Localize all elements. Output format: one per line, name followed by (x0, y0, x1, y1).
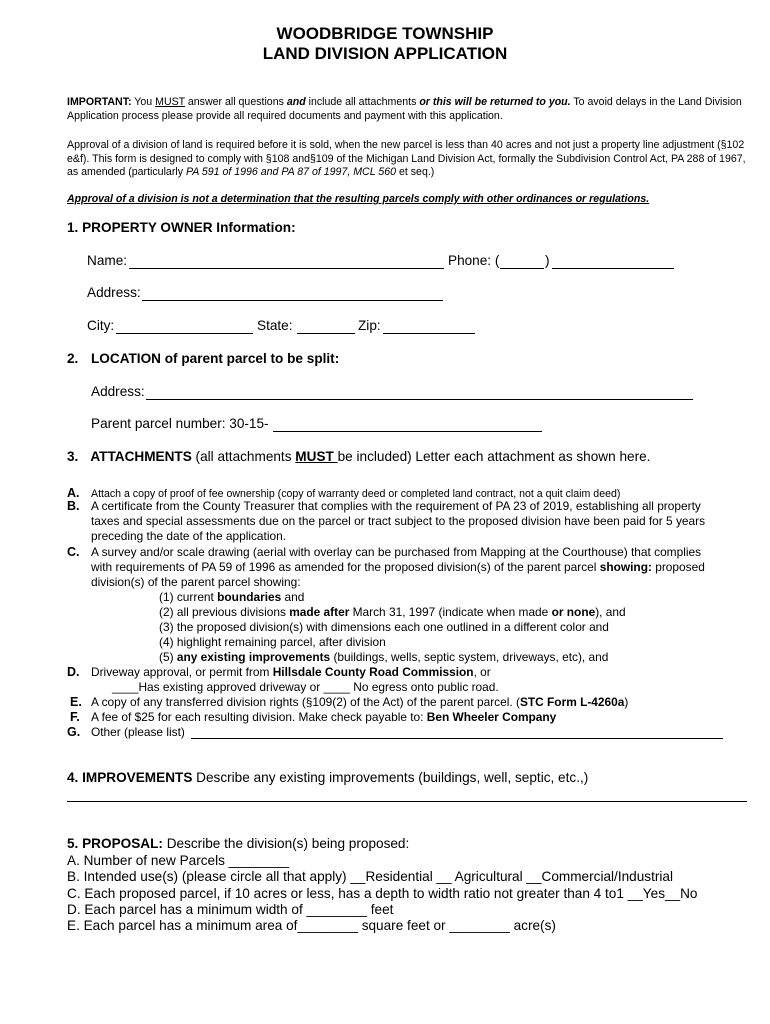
attachment-b-line2: taxes and special assessments due on the parcel or tract subject to the proposed division have been paid for 5 years (91, 514, 706, 528)
attachment-e-text: A copy of any transferred division rights (§109(2) of the Act) of the parent parcel. (STC Form L-4260a) (91, 695, 629, 709)
owner-phone-label: Phone: ( (448, 253, 500, 268)
owner-state-field[interactable] (297, 333, 355, 334)
attachment-c-letter: C. (67, 545, 80, 559)
attachment-b-letter: B. (67, 499, 80, 513)
disclaimer: Approval of a division is not a determination that the resulting parcels comply with other ordinances or regulations. (67, 193, 650, 205)
owner-address-field[interactable] (142, 300, 443, 301)
section4-heading: 4. IMPROVEMENTS Describe any existing improvements (buildings, well, septic, etc.,) (67, 770, 589, 785)
attachment-b-line3: preceding the date of the application. (91, 529, 287, 543)
improvements-field[interactable] (67, 801, 747, 802)
attachment-c-line1: A survey and/or scale drawing (aerial with overlay can be purchased from Mapping at the Courthouse) that complies (91, 545, 702, 559)
section1-heading: 1. PROPERTY OWNER Information: (67, 220, 296, 235)
form-title-application: LAND DIVISION APPLICATION (262, 44, 508, 63)
attachment-c-item1: (1) current boundaries and (159, 590, 305, 604)
owner-state-label: State: (257, 318, 293, 333)
proposal-d: D. Each parcel has a minimum width of ________ feet (67, 902, 394, 917)
important-notice: IMPORTANT: You MUST answer all questions and include all attachments or this will be returned to you. To avoid delays in the Land Division Application process please provide all required documents and payment with this application. (67, 96, 742, 122)
attachment-c-item4: (4) highlight remaining parcel, after division (159, 635, 386, 649)
attachment-f-letter: F. (70, 710, 80, 724)
attachment-a: A. Attach a copy of proof of fee ownership (copy of warranty deed or completed land contract, not a quit claim deed) (67, 486, 621, 500)
parent-parcel-label: Parent parcel number: 30-15- (91, 416, 269, 431)
proposal-b: B. Intended use(s) (please circle all that apply) __Residential __ Agricultural __Commercial/Industrial (67, 869, 673, 884)
attachment-d-line2: ____Has existing approved driveway or ____ No egress onto public road. (112, 680, 499, 694)
owner-name-field[interactable] (129, 268, 444, 269)
parent-parcel-field[interactable] (273, 431, 542, 432)
attachment-f-text: A fee of $25 for each resulting division. Make check payable to: Ben Wheeler Company (91, 710, 557, 724)
owner-zip-label: Zip: (358, 318, 381, 333)
attachment-g-label: Other (please list) (91, 725, 185, 739)
attachment-other-field[interactable] (191, 738, 723, 739)
attachment-d-line1: Driveway approval, or permit from Hillsdale County Road Commission, or (91, 665, 491, 679)
proposal-c: C. Each proposed parcel, if 10 acres or less, has a depth to width ratio not greater than 4 to1 __Yes__No (67, 886, 698, 901)
owner-address-label: Address: (87, 285, 141, 300)
attachment-c-item3: (3) the proposed division(s) with dimensions each one outlined in a different color and (159, 620, 609, 634)
owner-name-label: Name: (87, 253, 128, 268)
section2-number: 2. (67, 351, 79, 366)
owner-city-label: City: (87, 318, 115, 333)
attachment-g-letter: G. (67, 725, 81, 739)
owner-city-field[interactable] (116, 333, 253, 334)
owner-phone-area-field[interactable] (500, 268, 544, 269)
parcel-address-label: Address: (91, 384, 145, 399)
owner-phone-field[interactable] (552, 268, 674, 269)
attachment-c-line3: division(s) of the parent parcel showing: (91, 575, 301, 589)
attachment-d-letter: D. (67, 665, 80, 679)
owner-phone-paren: ) (545, 253, 550, 268)
proposal-a: A. Number of new Parcels ________ (67, 853, 290, 868)
section3-heading: 3. ATTACHMENTS (all attachments MUST be included) Letter each attachment as shown here. (67, 449, 651, 464)
approval-paragraph: Approval of a division of land is required before it is sold, when the new parcel is less than 40 acres and not just a property line adjustment (§102 e&f). This form is designed to comply with §108 and§109 of the Michigan Land Division Act, formally the Subdivision Control Act, PA 288 of 1967, as amended (particularly PA 591 of 1996 and PA 87 of 1997, MCL 560 et seq.) (67, 139, 746, 178)
parcel-address-field[interactable] (146, 399, 693, 400)
attachment-b-line1: A certificate from the County Treasurer that complies with the requirement of PA 23 of 2019, establishing all property (91, 499, 701, 513)
section2-heading: LOCATION of parent parcel to be split: (91, 351, 340, 366)
owner-zip-field[interactable] (383, 333, 475, 334)
attachment-c-line2: with requirements of PA 59 of 1996 as amended for the proposed division(s) of the parent parcel showing: proposed (91, 560, 705, 574)
attachment-e-letter: E. (70, 695, 82, 709)
proposal-e: E. Each parcel has a minimum area of________ square feet or ________ acre(s) (67, 918, 556, 933)
attachment-c-item2: (2) all previous divisions made after March 31, 1997 (indicate when made or none), and (159, 605, 626, 619)
attachment-c-item5: (5) any existing improvements (buildings, wells, septic system, driveways, etc), and (159, 650, 609, 664)
form-title-township: WOODBRIDGE TOWNSHIP (276, 24, 494, 43)
section5-heading: 5. PROPOSAL: Describe the division(s) being proposed: (67, 836, 410, 851)
